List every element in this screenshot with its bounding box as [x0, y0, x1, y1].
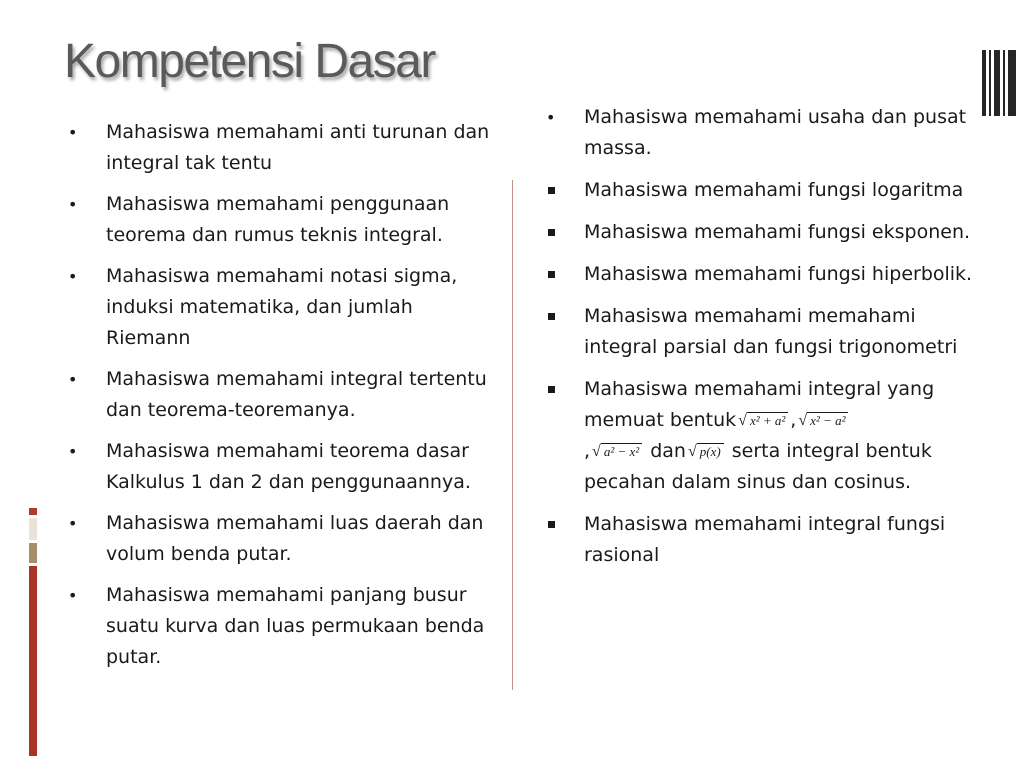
bullet-square-icon — [548, 386, 555, 393]
list-item: • Mahasiswa memahami penggunaan teorema dan rumus teknis integral. — [68, 189, 498, 251]
bullet-dot-icon: • — [68, 514, 78, 533]
bullet-dot-icon: • — [68, 195, 78, 214]
decorative-bars-top-right — [982, 50, 1018, 116]
right-competency-list — [546, 102, 986, 582]
sqrt-formula-a2-minus-x2: √ a² − x² — [592, 443, 642, 460]
bullet-dot-icon: • — [546, 108, 556, 127]
list-item: • Mahasiswa memahami integral tertentu dan teorema-teoremanya. — [68, 364, 498, 426]
bullet-dot-icon: • — [68, 123, 78, 142]
list-item: • Mahasiswa memahami panjang busur suatu kurva dan luas permukaan benda putar. — [68, 580, 498, 673]
slide-title: Kompetensi Dasar — [64, 35, 435, 88]
bullet-dot-icon: • — [68, 267, 78, 286]
bullet-dot-icon: • — [68, 370, 78, 389]
column-divider — [512, 180, 513, 690]
list-item: Mahasiswa memahami memahami integral parsial dan fungsi trigonometri — [546, 301, 986, 363]
sqrt-formula-p-of-x: √ p(x) — [688, 443, 724, 460]
left-competency-list — [68, 117, 498, 683]
list-item: • Mahasiswa memahami anti turunan dan integral tak tentu — [68, 117, 498, 179]
bullet-dot-icon: • — [68, 586, 78, 605]
bullet-square-icon — [548, 313, 555, 320]
list-item: Mahasiswa memahami integral fungsi rasional — [546, 509, 986, 571]
bullet-square-icon — [548, 187, 555, 194]
list-item: Mahasiswa memahami fungsi logaritma — [546, 175, 986, 206]
list-item: • Mahasiswa memahami notasi sigma, induksi matematika, dan jumlah Riemann — [68, 261, 498, 354]
list-item: • Mahasiswa memahami usaha dan pusat massa. — [546, 102, 986, 164]
bullet-dot-icon: • — [68, 442, 78, 461]
sqrt-formula-x2-plus-a2: √ x² + a² — [738, 412, 788, 429]
list-item: • Mahasiswa memahami luas daerah dan volum benda putar. — [68, 508, 498, 570]
bullet-square-icon — [548, 521, 555, 528]
list-item-formulas: Mahasiswa memahami integral yang memuat bentuk √ x² + a² , √ x² − a² , √ a² − x² dan √ p(x) serta integral bentuk pecahan dalam sinus dan cosinus. — [546, 374, 986, 498]
list-item: Mahasiswa memahami fungsi hiperbolik. — [546, 259, 986, 290]
bullet-square-icon — [548, 229, 555, 236]
decorative-bars-left — [29, 508, 37, 756]
bullet-square-icon — [548, 271, 555, 278]
list-item: Mahasiswa memahami fungsi eksponen. — [546, 217, 986, 248]
list-item: • Mahasiswa memahami teorema dasar Kalkulus 1 dan 2 dan penggunaannya. — [68, 436, 498, 498]
sqrt-formula-x2-minus-a2: √ x² − a² — [798, 412, 848, 429]
